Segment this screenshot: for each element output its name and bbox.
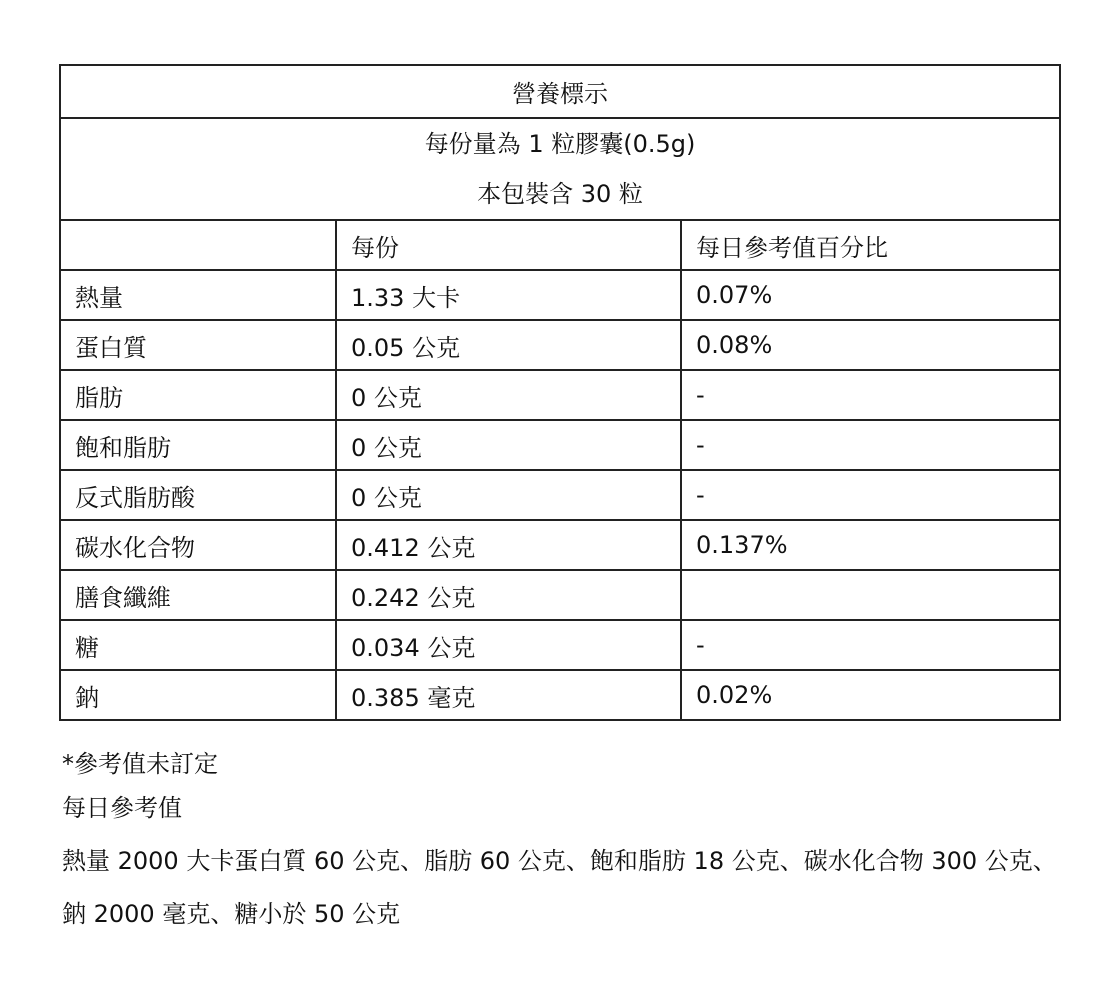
- daily-reference-text: 熱量 2000 大卡蛋白質 60 公克、脂肪 60 公克、飽和脂肪 18 公克、碳水化合物 300 公克、鈉 2000 毫克、糖小於 50 公克: [62, 847, 1057, 928]
- serving-size: 每份量為 1 粒膠囊(0.5g): [424, 130, 696, 158]
- header-daily-value: 每日參考值百分比: [681, 220, 1060, 270]
- per-serving-value: 0.412 公克: [336, 520, 681, 570]
- per-serving-value: 1.33 大卡: [336, 270, 681, 320]
- daily-value-percent: 0.02%: [681, 670, 1060, 720]
- daily-value-percent: 0.08%: [681, 320, 1060, 370]
- not-established-note: *參考值未訂定: [62, 750, 218, 778]
- nutrient-name: 碳水化合物: [60, 520, 336, 570]
- per-serving-value: 0.385 毫克: [336, 670, 681, 720]
- table-title: 營養標示: [60, 65, 1060, 118]
- footnotes: [62, 742, 1062, 941]
- per-serving-value: 0.034 公克: [336, 620, 681, 670]
- per-serving-value: 0.242 公克: [336, 570, 681, 620]
- daily-value-percent: -: [681, 370, 1060, 420]
- nutrient-name: 脂肪: [60, 370, 336, 420]
- serving-info-row: [60, 118, 1060, 220]
- nutrient-name: 糖: [60, 620, 336, 670]
- nutrient-name: 鈉: [60, 670, 336, 720]
- per-serving-value: 0 公克: [336, 370, 681, 420]
- daily-value-percent: -: [681, 420, 1060, 470]
- daily-reference-heading: 每日參考值: [62, 794, 182, 822]
- table-row: [60, 520, 1060, 570]
- nutrient-name: 飽和脂肪: [60, 420, 336, 470]
- table-row: [60, 420, 1060, 470]
- title-row: [60, 65, 1060, 118]
- per-serving-value: 0 公克: [336, 420, 681, 470]
- table-row: [60, 670, 1060, 720]
- nutrient-name: 熱量: [60, 270, 336, 320]
- table-row: [60, 470, 1060, 520]
- header-row: [60, 220, 1060, 270]
- servings-per-package: 本包裝含 30 粒: [477, 180, 643, 208]
- table-row: [60, 370, 1060, 420]
- table-row: [60, 270, 1060, 320]
- daily-value-percent: 0.07%: [681, 270, 1060, 320]
- daily-value-percent: 0.137%: [681, 520, 1060, 570]
- header-per-serving: 每份: [336, 220, 681, 270]
- per-serving-value: 0.05 公克: [336, 320, 681, 370]
- daily-value-percent: [681, 570, 1060, 620]
- nutrient-name: 膳食纖維: [60, 570, 336, 620]
- daily-value-percent: -: [681, 620, 1060, 670]
- nutrient-name: 反式脂肪酸: [60, 470, 336, 520]
- table-row: [60, 320, 1060, 370]
- table-row: [60, 570, 1060, 620]
- nutrient-name: 蛋白質: [60, 320, 336, 370]
- per-serving-value: 0 公克: [336, 470, 681, 520]
- serving-info-cell: [60, 118, 1060, 220]
- table-row: [60, 620, 1060, 670]
- nutrition-facts-table: [59, 64, 1061, 721]
- daily-value-percent: -: [681, 470, 1060, 520]
- header-nutrient: [60, 220, 336, 270]
